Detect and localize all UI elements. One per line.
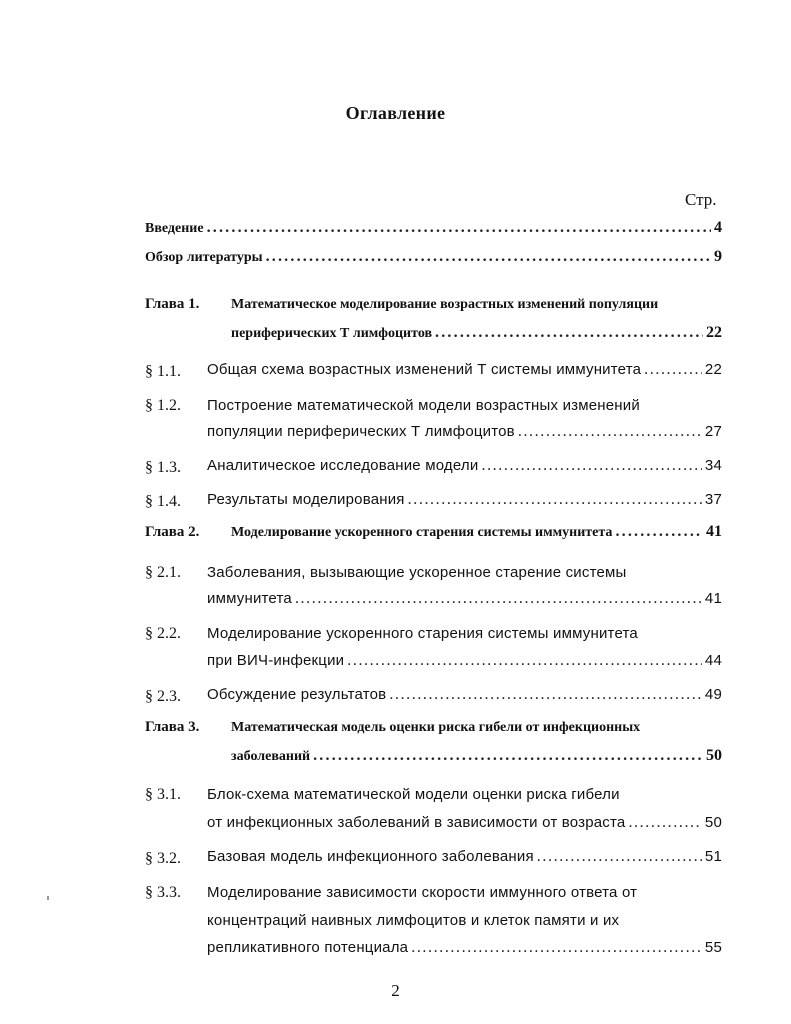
dot-leader <box>615 523 703 541</box>
toc-entry-page: 50 <box>704 814 722 831</box>
dot-leader <box>313 747 703 765</box>
toc-entry-review[interactable] <box>145 248 722 272</box>
section-1-2-line1[interactable]: Построение математической модели возрастных изменений <box>207 397 640 414</box>
section-2-3-entry[interactable] <box>207 686 722 710</box>
dot-leader <box>628 814 701 832</box>
toc-entry-label: репликативного потенциала <box>207 939 409 956</box>
chapter-1-entry[interactable] <box>231 324 722 348</box>
section-1-2-number: § 1.2. <box>145 397 181 414</box>
section-3-3-entry[interactable] <box>207 939 722 963</box>
dot-leader <box>207 219 711 237</box>
chapter-3-number: Глава 3. <box>145 719 200 735</box>
page-number: 2 <box>391 981 400 1000</box>
dot-leader <box>644 361 702 379</box>
dot-leader <box>435 324 703 342</box>
section-2-1-line1[interactable]: Заболевания, вызывающие ускоренное старение системы <box>207 564 627 581</box>
section-3-1-entry[interactable] <box>207 814 722 838</box>
chapter-3-title-line1[interactable]: Математическая модель оценки риска гибели от инфекционных <box>231 720 641 735</box>
toc-entry-page: 27 <box>704 423 722 440</box>
section-2-2-entry[interactable] <box>207 652 722 676</box>
chapter-1-title-line1[interactable]: Математическое моделирование возрастных изменений популяции <box>231 297 659 312</box>
dot-leader <box>266 248 711 266</box>
section-3-1-line1[interactable]: Блок-схема математической модели оценки риска гибели <box>207 786 620 803</box>
section-1-3-entry[interactable] <box>207 457 722 481</box>
dot-leader <box>295 590 702 608</box>
toc-entry-page: 44 <box>704 652 722 669</box>
section-1-1-entry[interactable] <box>207 361 722 385</box>
toc-entry-label: Моделирование ускоренного старения системы иммунитета <box>231 525 613 540</box>
section-2-1-number: § 2.1. <box>145 564 181 581</box>
section-3-2-entry[interactable] <box>207 848 722 872</box>
dot-leader <box>537 848 702 866</box>
chapter-2-entry[interactable] <box>231 523 722 547</box>
chapter-1-number: Глава 1. <box>145 296 200 312</box>
section-3-3-number: § 3.3. <box>145 884 181 901</box>
section-1-1-number: § 1.1. <box>145 363 181 380</box>
toc-entry-page: 4 <box>714 219 722 236</box>
dot-leader <box>408 491 702 509</box>
toc-entry-label: Введение <box>145 221 204 236</box>
dot-leader <box>411 939 702 957</box>
chapter-3-title-line2: заболеваний <box>231 749 311 764</box>
section-1-3-number: § 1.3. <box>145 459 181 476</box>
toc-entry-label: Обзор литературы <box>145 250 263 265</box>
toc-entry-page: 34 <box>704 457 722 474</box>
toc-entry-label: Аналитическое исследование модели <box>207 457 479 474</box>
toc-entry-label: Обсуждение результатов <box>207 686 387 703</box>
section-1-2-entry[interactable] <box>207 423 722 447</box>
toc-entry-page: 9 <box>714 248 722 265</box>
toc-entry-page: 51 <box>704 848 722 865</box>
dot-leader <box>389 686 702 704</box>
chapter-2-number: Глава 2. <box>145 524 200 540</box>
toc-entry-page: 37 <box>704 491 722 508</box>
chapter-1-title-line2: периферических Т лимфоцитов <box>231 326 433 341</box>
toc-entry-page: 49 <box>704 686 722 703</box>
toc-entry-label: Результаты моделирования <box>207 491 405 508</box>
toc-entry-label: от инфекционных заболеваний в зависимости от возраста <box>207 814 626 831</box>
toc-entry-label: иммунитета <box>207 590 292 607</box>
section-2-2-number: § 2.2. <box>145 625 181 642</box>
toc-entry-page: 22 <box>706 324 722 341</box>
toc-entry-label: Общая схема возрастных изменений Т системы иммунитета <box>207 361 642 378</box>
toc-entry-page: 22 <box>704 361 722 378</box>
scan-speck <box>47 896 49 900</box>
section-3-3-line1[interactable]: Моделирование зависимости скорости иммунного ответа от <box>207 884 638 901</box>
section-2-3-number: § 2.3. <box>145 688 181 705</box>
section-2-2-line1[interactable]: Моделирование ускоренного старения системы иммунитета <box>207 625 638 642</box>
section-1-4-entry[interactable] <box>207 491 722 515</box>
section-3-3-line2[interactable]: концентраций наивных лимфоцитов и клеток памяти и их <box>207 912 620 929</box>
toc-entry-label: популяции периферических Т лимфоцитов <box>207 423 515 440</box>
toc-entry-page: 50 <box>706 747 722 764</box>
toc-entry-label: при ВИЧ-инфекции <box>207 652 345 669</box>
toc-entry-label: Базовая модель инфекционного заболевания <box>207 848 534 865</box>
toc-entry-page: 41 <box>704 590 722 607</box>
dot-leader <box>518 423 702 441</box>
toc-entry-page: 41 <box>706 523 722 540</box>
section-3-1-number: § 3.1. <box>145 786 181 803</box>
toc-entry-page: 55 <box>704 939 722 956</box>
section-1-4-number: § 1.4. <box>145 493 181 510</box>
section-3-2-number: § 3.2. <box>145 850 181 867</box>
chapter-3-entry[interactable] <box>231 747 722 771</box>
toc-entry-intro[interactable] <box>145 219 722 243</box>
page-column-label: Стр. <box>685 190 717 209</box>
dot-leader <box>347 652 702 670</box>
page-title: Оглавление <box>345 103 446 123</box>
section-2-1-entry[interactable] <box>207 590 722 614</box>
dot-leader <box>481 457 701 475</box>
